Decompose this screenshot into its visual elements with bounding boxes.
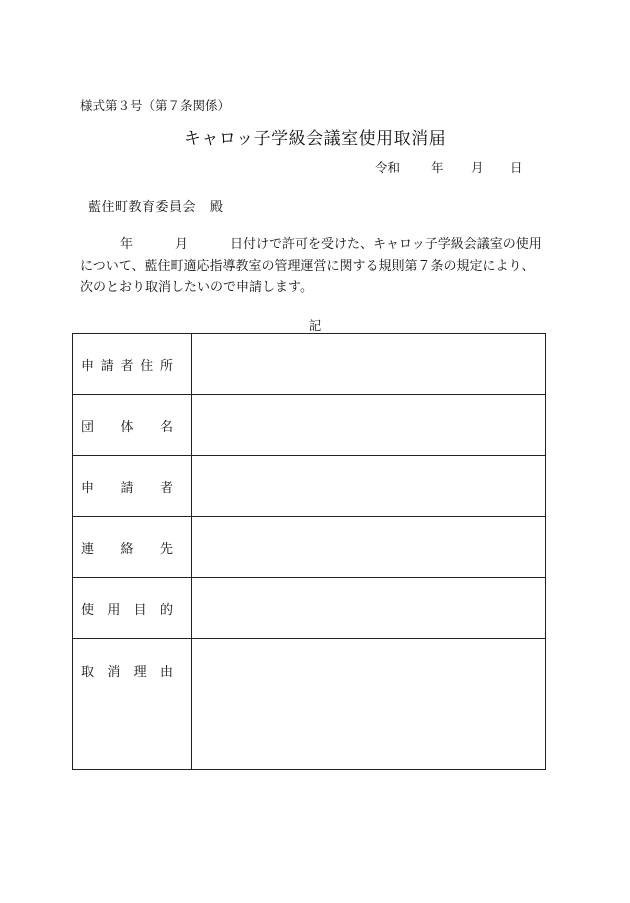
form-row-label-char: 申 bbox=[81, 480, 95, 496]
form-row-value-field[interactable] bbox=[192, 517, 546, 578]
form-row-label-char: 請 bbox=[100, 358, 114, 374]
date-month-unit: 月 bbox=[471, 160, 484, 175]
date-day-unit: 日 bbox=[510, 160, 523, 175]
form-row-value-field[interactable] bbox=[192, 639, 546, 770]
form-row bbox=[73, 517, 546, 578]
form-row-label-char: 所 bbox=[159, 358, 173, 374]
form-row-label bbox=[73, 578, 192, 639]
form-number: 様式第３号（第７条関係） bbox=[80, 98, 231, 113]
form-row-label-char: 理 bbox=[133, 665, 147, 680]
form-row-label-char: 請 bbox=[120, 480, 134, 496]
addressee-honorific: 殿 bbox=[210, 200, 224, 215]
form-row bbox=[73, 456, 546, 517]
form-row bbox=[73, 334, 546, 395]
form-row-label-char: 団 bbox=[81, 419, 95, 435]
form-row-label-char: 者 bbox=[159, 480, 173, 496]
form-row bbox=[73, 639, 546, 770]
body-line-3: 次のとおり取消したいので申請します。 bbox=[80, 280, 313, 295]
form-row-label-char: 絡 bbox=[120, 541, 134, 557]
form-row-label-char: 住 bbox=[140, 358, 154, 374]
form-row-label-char: 使 bbox=[81, 602, 95, 618]
form-row-label bbox=[73, 639, 192, 770]
form-row-value-field[interactable] bbox=[192, 395, 546, 456]
form-row-label-char: 由 bbox=[159, 665, 173, 680]
form-row-label bbox=[73, 395, 192, 456]
addressee bbox=[88, 196, 224, 215]
form-row-label bbox=[73, 334, 192, 395]
form-row-value-field[interactable] bbox=[192, 578, 546, 639]
form-row-value-field[interactable] bbox=[192, 456, 546, 517]
form-row-label bbox=[73, 456, 192, 517]
form-row-label-char: 用 bbox=[107, 602, 121, 618]
page-title: キャロッ子学級会議室使用取消届 bbox=[183, 129, 447, 149]
application-table bbox=[72, 333, 546, 770]
form-row-label-char: 名 bbox=[159, 419, 173, 435]
ki-heading: 記 bbox=[308, 318, 322, 333]
date-year-unit: 年 bbox=[431, 160, 444, 175]
body-line-1 bbox=[80, 234, 555, 256]
form-row bbox=[73, 395, 546, 456]
form-row-label-char: 申 bbox=[81, 358, 95, 374]
form-row-value-field[interactable] bbox=[192, 334, 546, 395]
form-row-label-char: 取 bbox=[81, 665, 95, 680]
form-row-label-char: 者 bbox=[120, 358, 134, 374]
body-month-unit: 月 bbox=[175, 237, 189, 252]
form-row-label-char: 的 bbox=[159, 602, 173, 618]
form-row bbox=[73, 578, 546, 639]
form-row-label-char: 目 bbox=[133, 602, 147, 618]
form-row-label-char: 連 bbox=[81, 541, 95, 557]
form-row-label-char: 消 bbox=[107, 665, 121, 680]
form-row-label bbox=[73, 517, 192, 578]
body-text bbox=[80, 234, 555, 299]
body-year-unit: 年 bbox=[120, 237, 134, 252]
body-line-1-text: 日付けで許可を受けた、キャロッ子学級会議室の使用 bbox=[230, 237, 542, 252]
form-row-label-char: 先 bbox=[159, 541, 173, 557]
form-row-label-char: 体 bbox=[120, 419, 134, 435]
date-era: 令和 bbox=[375, 160, 401, 175]
addressee-name: 藍住町教育委員会 bbox=[88, 200, 197, 215]
body-line-2: について、藍住町適応指導教室の管理運営に関する規則第７条の規定により、 bbox=[80, 258, 535, 274]
